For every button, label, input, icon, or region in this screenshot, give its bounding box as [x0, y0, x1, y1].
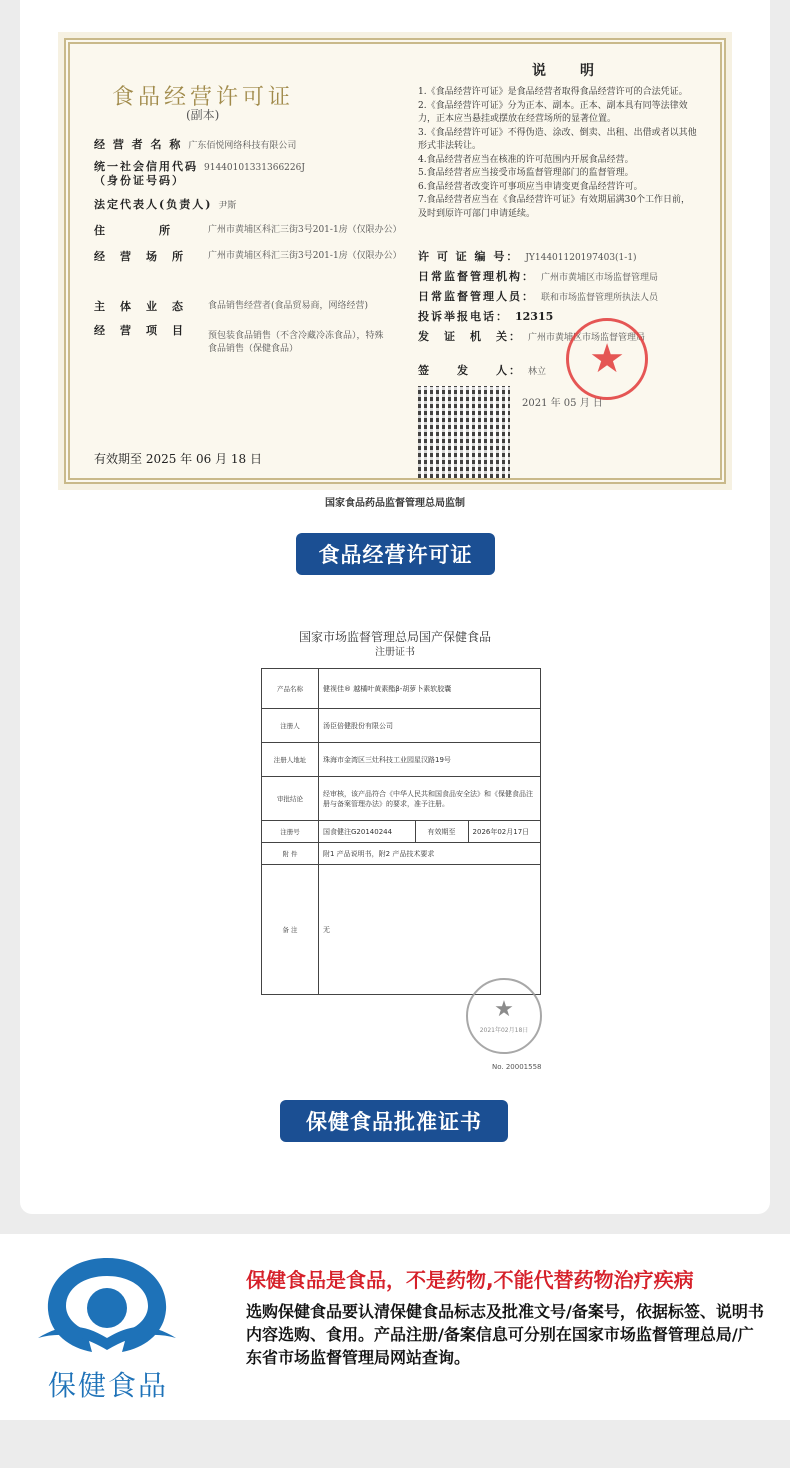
right-field: 签 发 人： 林立: [418, 364, 547, 377]
license-value: 广州市黄埔区科汇三街3号201-1房（仅限办公）: [208, 225, 402, 235]
explain-title: 说 明: [532, 63, 604, 79]
license-subtitle: (副本): [186, 108, 220, 122]
explain-line: 4.食品经营者应当在核准的许可范围内开展食品经营。: [418, 154, 634, 165]
license-value: 预包装食品销售（不含冷藏冷冻食品），特殊食品销售（保健食品）: [208, 331, 384, 354]
certificate-heading-line1: 国家市场监督管理总局国产保健食品: [298, 630, 491, 644]
explain-line: 6.食品经营者改变许可事项应当申请变更食品经营许可。: [418, 181, 643, 192]
warning-headline: 保健食品是食品，不是药物,不能代替药物治疗疾病: [246, 1268, 694, 1292]
license-field: 主 体 业 态: [94, 300, 185, 313]
table-row: 产品名称 健视佳® 越橘叶黄素酯β-胡萝卜素软胶囊: [262, 669, 541, 709]
table-row: 审批结论 经审核，该产品符合《中华人民共和国食品安全法》和《保健食品注册与备案管理办法》的要求，准予注册。: [262, 777, 541, 821]
license-value: 广州市黄埔区科汇三街3号201-1房（仅限办公）: [208, 251, 402, 261]
license-caption: 国家食品药品监督管理总局监制: [325, 498, 465, 509]
certificate-label-pill: 保健食品批准证书: [280, 1100, 508, 1142]
license-field: 经 营 项 目: [94, 324, 185, 337]
certificate-serial: No. 20001558: [492, 1063, 542, 1071]
right-field: 许 可 证 编 号： JY14401120197403(1-1): [418, 250, 637, 263]
health-food-notice: [0, 1234, 790, 1420]
explain-line: 3.《食品经营许可证》不得伪造、涂改、倒卖、出租、出借或者以其他形式非法转让。: [418, 127, 697, 151]
table-row: 附 件 附1 产品说明书，附2 产品技术要求: [262, 843, 541, 865]
certificate-heading-line2: 注册证书: [375, 647, 415, 658]
qr-code: [418, 386, 510, 478]
license-field: 经 营 场 所: [94, 250, 185, 263]
explain-line: 2.《食品经营许可证》分为正本、副本。正本、副本具有同等法律效力，正本应当悬挂或摆放在经营场所的显著位置。: [418, 100, 688, 124]
issue-date: 2021 年 05 月 日: [522, 398, 603, 409]
explain-line: 5.食品经营者应当接受市场监督管理部门的监督管理。: [418, 168, 634, 178]
right-field: 日常监督管理人员： 联和市场监督管理所执法人员: [418, 290, 659, 303]
explain-line: 7.食品经营者应当在《食品经营许可证》有效期届满30个工作日前，及时到原许可部门申请延续。: [418, 195, 691, 219]
logo-text: 保健食品: [48, 1369, 169, 1402]
license-field: 经 营 者 名 称 广东佰悦网络科技有限公司: [94, 138, 297, 151]
health-food-logo-icon: [34, 1252, 180, 1362]
right-field: 日常监督管理机构： 广州市黄埔区市场监督管理局: [418, 270, 659, 283]
license-field: 法定代表人(负责人) 尹斯: [94, 198, 237, 211]
license-field: （身份证号码）: [94, 174, 185, 187]
explain-line: 1.《食品经营许可证》是食品经营者取得食品经营许可的合法凭证。: [418, 87, 688, 97]
license-field: 住 所: [94, 224, 172, 237]
license-title: 食品经营许可证: [112, 85, 295, 110]
license-value: 食品销售经营者(食品贸易商，网络经营): [208, 301, 369, 311]
license-label-pill: 食品经营许可证: [296, 533, 495, 575]
license-field: 统一社会信用代码 91440101331366226J: [94, 160, 305, 173]
license-valid-until: 有效期至 2025 年 06 月 18 日: [94, 452, 262, 466]
table-row: 注册号 国食健注G20140244 有效期至 2026年02月17日: [262, 821, 541, 843]
certificate-table: [261, 668, 541, 995]
official-seal-icon: ★: [566, 318, 648, 400]
table-row: 备 注 无: [262, 865, 541, 995]
table-row: 注册人 汤臣倍健股份有限公司: [262, 709, 541, 743]
right-field: 发 证 机 关： 广州市黄埔区市场监督管理局: [418, 330, 646, 343]
food-business-license-image: [58, 32, 732, 490]
explain-list: [418, 86, 698, 221]
certificate-seal-icon: ★ 2021年02月18日: [466, 978, 542, 1054]
warning-body: 选购保健食品要认清保健食品标志及批准文号/备案号，依据标签、说明书内容选购、食用。产品注册/备案信息可分别在国家市场监督管理总局/广东省市场监督管理局网站查询。: [246, 1302, 764, 1367]
right-field: 投诉举报电话： 12315: [418, 310, 554, 323]
table-row: 注册人地址 珠海市金湾区三灶科技工业园星汉路19号: [262, 743, 541, 777]
